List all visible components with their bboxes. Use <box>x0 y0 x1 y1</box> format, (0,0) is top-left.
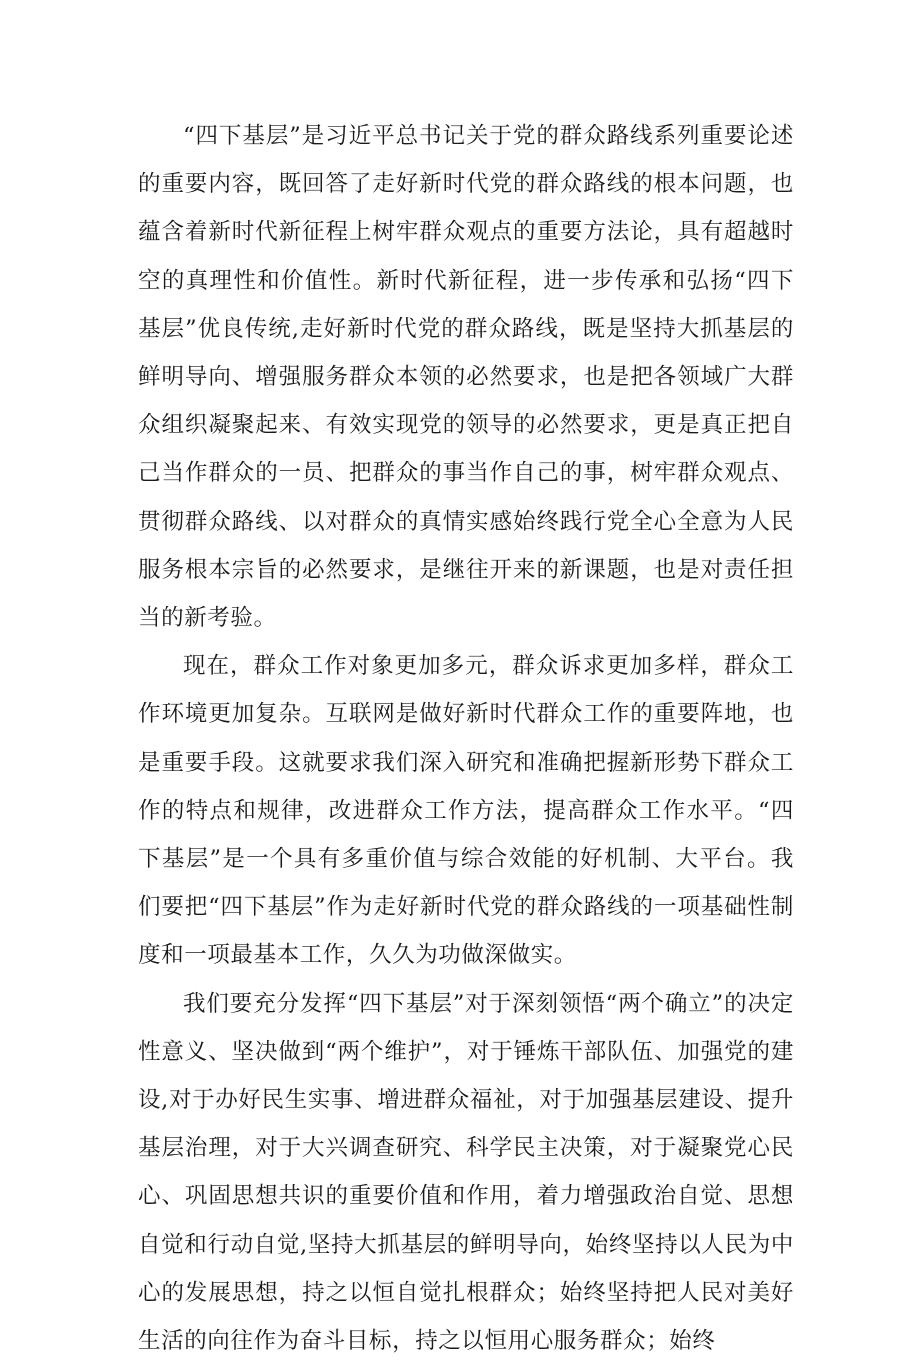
paragraph-1: “四下基层”是习近平总书记关于党的群众路线系列重要论述的重要内容，既回答了走好新时代党的群众路线的根本问题，也蕴含着新时代新征程上树牢群众观点的重要方法论，具有超越时空的真理性和价值性。新时代新征程，进一步传承和弘扬“四下基层”优良传统,走好新时代党的群众路线，既是坚持大抓基层的鲜明导向、增强服务群众本领的必然要求，也是把各领域广大群众组织凝聚起来、有效实现党的领导的必然要求，更是真正把自己当作群众的一员、把群众的事当作自己的事，树牢群众观点、贯彻群众路线、以对群众的真情实感始终践行党全心全意为人民服务根本宗旨的必然要求，是继往开来的新课题，也是对责任担当的新考验。 <box>138 123 794 632</box>
paragraph-3: 我们要充分发挥“四下基层”对于深刻领悟“两个确立”的决定性意义、坚决做到“两个维护”，对于锤炼干部队伍、加强党的建设,对于办好民生实事、增进群众福祉，对于加强基层建设、提升基层治理，对于大兴调查研究、科学民主决策，对于凝聚党心民心、巩固思想共识的重要价值和作用，着力增强政治自觉、思想自觉和行动自觉,坚持大抓基层的鲜明导向，始终坚持以人民为中心的发展思想，持之以恒自觉扎根群众；始终坚持把人民对美好生活的向往作为奋斗目标，持之以恒用心服务群众；始终 <box>138 990 794 1355</box>
paragraph-2: 现在，群众工作对象更加多元，群众诉求更加多样，群众工作环境更加复杂。互联网是做好新时代群众工作的重要阵地，也是重要手段。这就要求我们深入研究和准确把握新形势下群众工作的特点和规律，改进群众工作方法，提高群众工作水平。“四下基层”是一个具有多重价值与综合效能的好机制、大平台。我们要把“四下基层”作为走好新时代党的群众路线的一项基础性制度和一项最基本工作，久久为功做深做实。 <box>138 653 794 969</box>
document-body <box>138 112 794 1365</box>
